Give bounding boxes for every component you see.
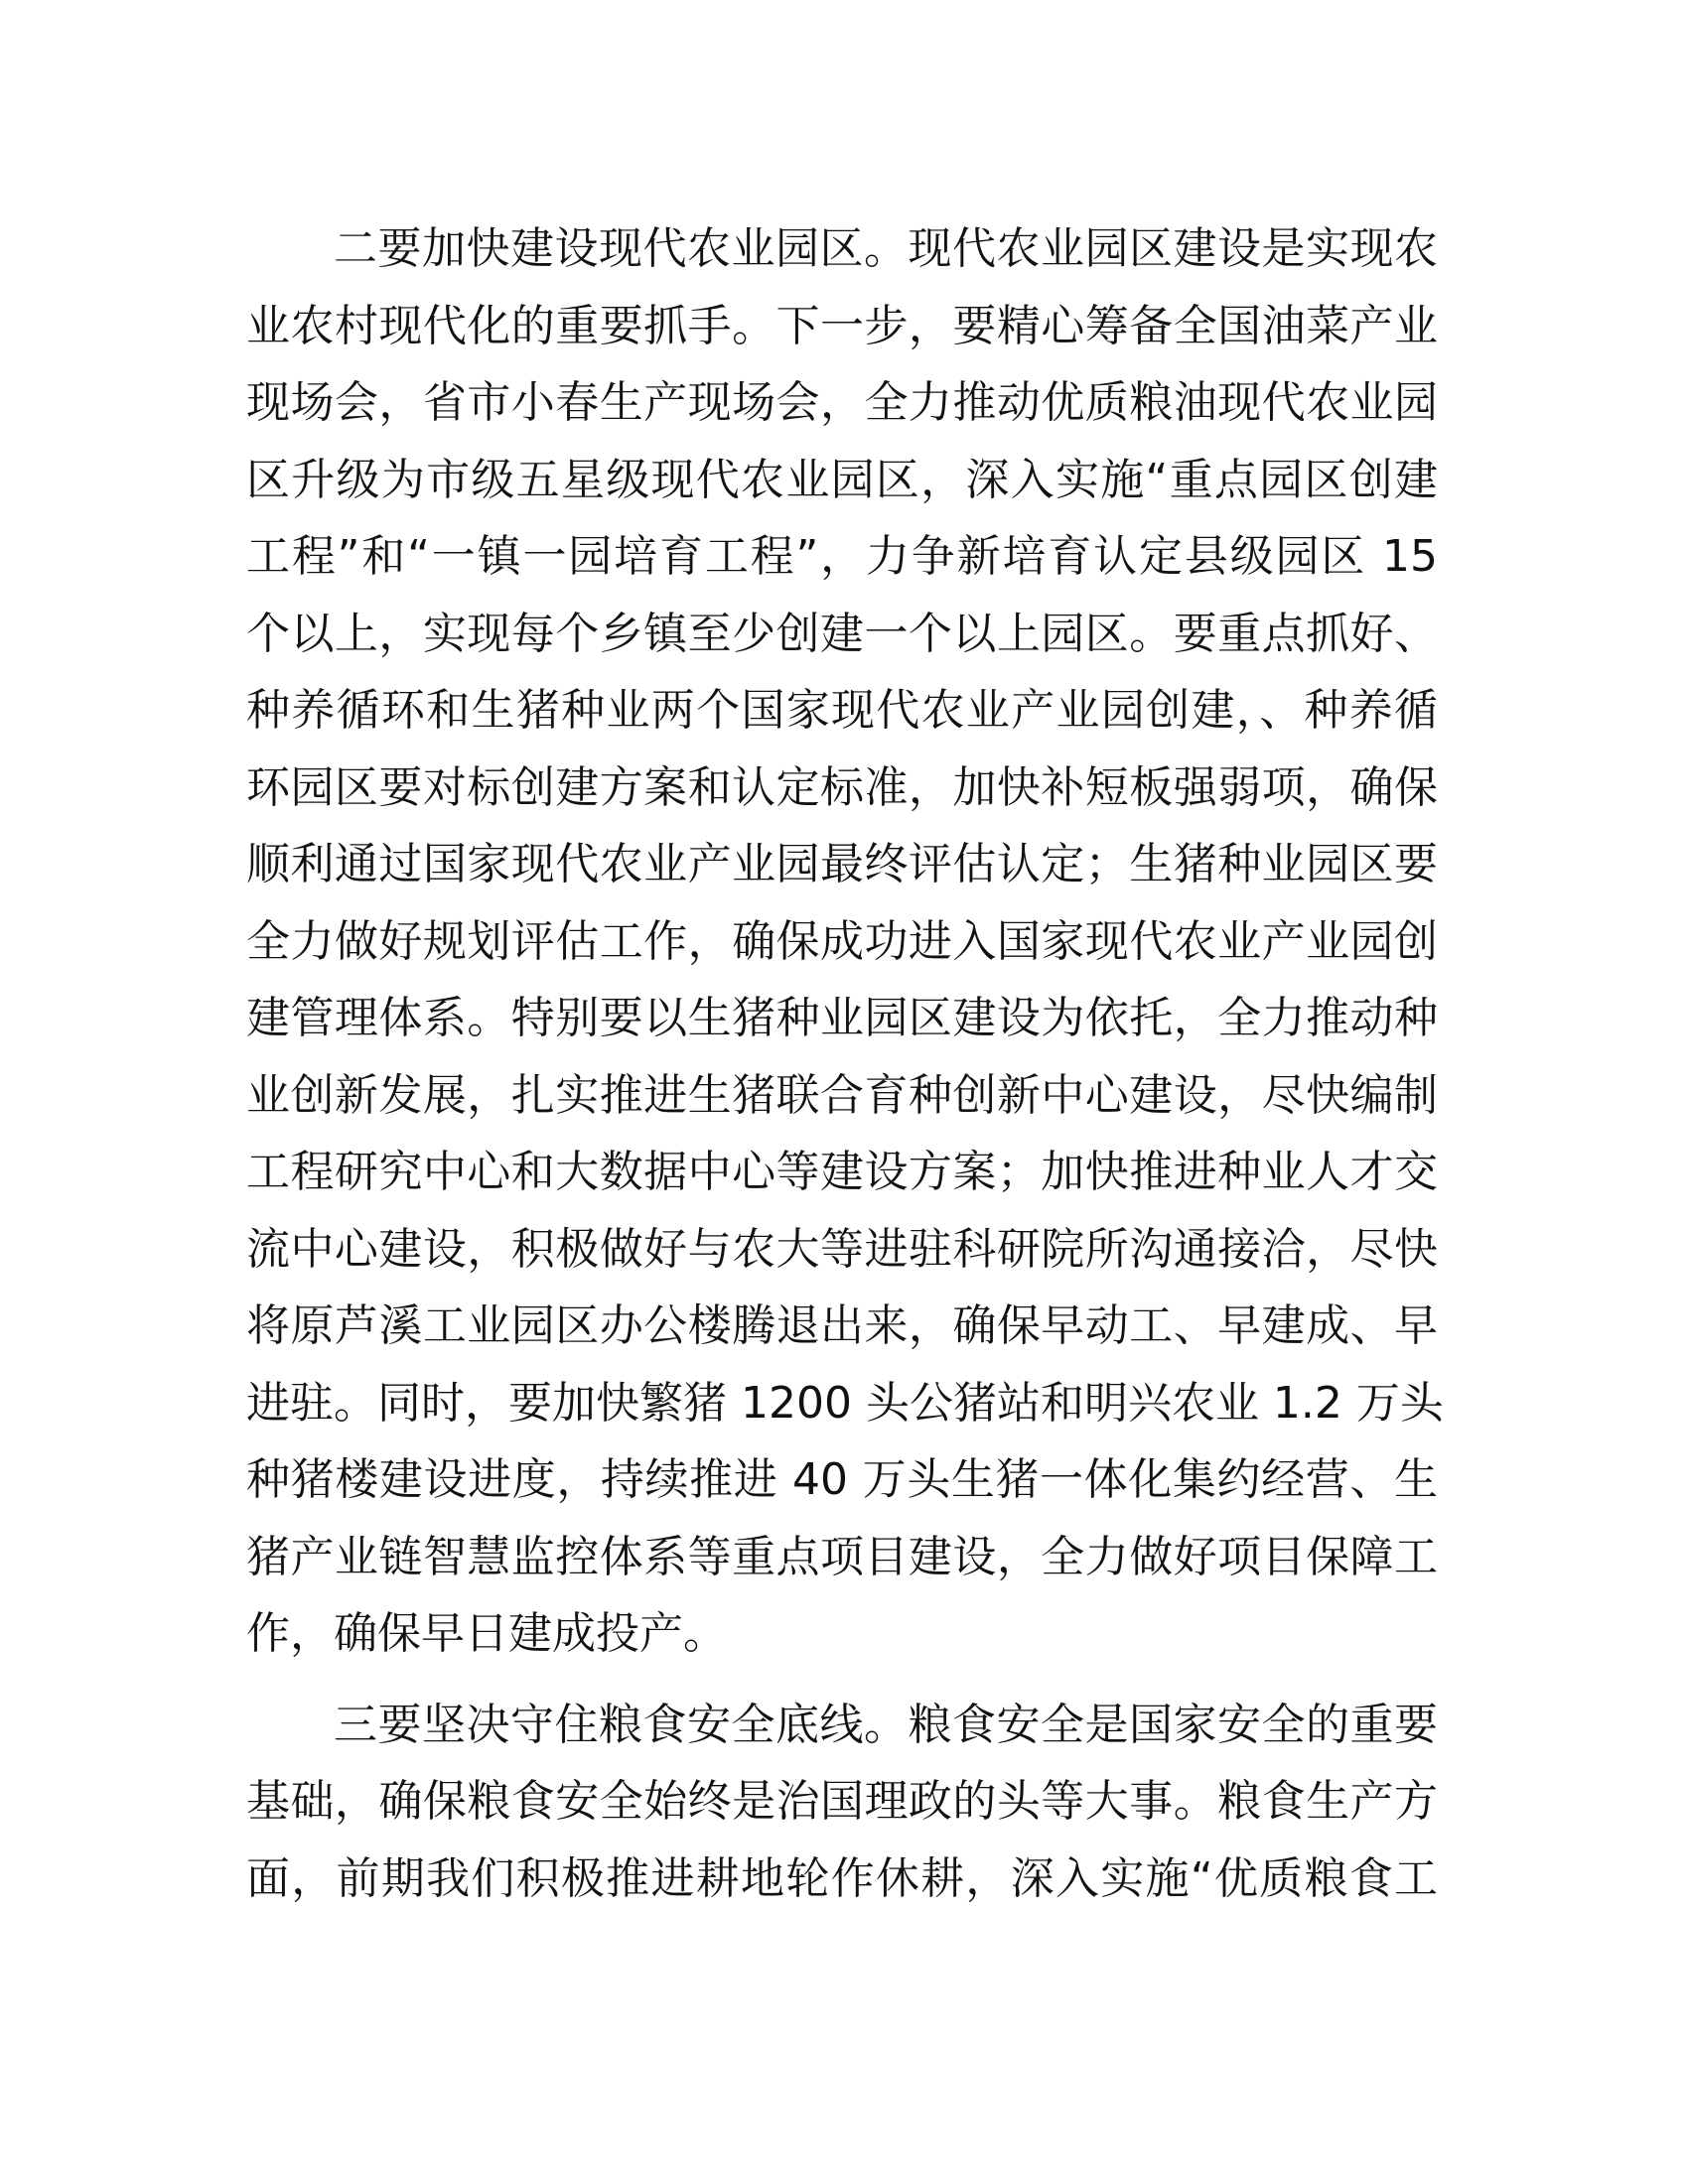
text-line: 工程研究中心和大数据中心等建设方案；加快推进种业人才交 xyxy=(246,1147,1438,1197)
text-line: 建管理体系。特别要以生猪种业园区建设为依托，全力推动种 xyxy=(246,993,1438,1043)
text-line: 区升级为市级五星级现代农业园区，深入实施“重点园区创建 xyxy=(246,454,1438,505)
text-line: 进驻。同时，要加快繁猪 1200 头公猪站和明兴农业 1.2 万头 xyxy=(246,1377,1444,1429)
text-line: 面，前期我们积极推进耕地轮作休耕，深入实施“优质粮食工 xyxy=(246,1852,1438,1904)
text-line: 基础，确保粮食安全始终是治国理政的头等大事。粮食生产方 xyxy=(246,1776,1438,1827)
text-line: 作，确保早日建成投产。 xyxy=(246,1608,727,1659)
text-line: 个以上，实现每个乡镇至少创建一个以上园区。要重点抓好、 xyxy=(246,608,1438,659)
text-line: 三要坚决守住粮食安全底线。粮食安全是国家安全的重要 xyxy=(334,1699,1438,1750)
text-line: 现场会，省市小春生产现场会，全力推动优质粮油现代农业园 xyxy=(246,377,1438,428)
text-line: 猪产业链智慧监控体系等重点项目建设，全力做好项目保障工 xyxy=(246,1531,1438,1582)
text-line: 种养循环和生猪种业两个国家现代农业产业园创建，、种养循 xyxy=(246,685,1438,736)
text-line: 将原芦溪工业园区办公楼腾退出来，确保早动工、早建成、早 xyxy=(246,1300,1438,1351)
document-body xyxy=(246,210,1444,1917)
text-line: 业农村现代化的重要抓手。下一步，要精心筹备全国油菜产业 xyxy=(246,300,1438,351)
text-line: 二要加快建设现代农业园区。现代农业园区建设是实现农 xyxy=(334,223,1438,274)
text-line: 种猪楼建设进度，持续推进 40 万头生猪一体化集约经营、生 xyxy=(246,1454,1438,1505)
text-line: 全力做好规划评估工作，确保成功进入国家现代农业产业园创 xyxy=(246,915,1438,967)
text-line: 顺利通过国家现代农业产业园最终评估认定；生猪种业园区要 xyxy=(246,839,1438,889)
paragraph-spacer xyxy=(246,1673,1438,1687)
text-line: 流中心建设，积极做好与农大等进驻科研院所沟通接洽，尽快 xyxy=(246,1223,1438,1275)
text-line: 环园区要对标创建方案和认定标准，加快补短板强弱项，确保 xyxy=(246,761,1438,813)
text-line: 业创新发展，扎实推进生猪联合育种创新中心建设，尽快编制 xyxy=(246,1069,1438,1121)
paragraph-modern-agricultural-parks xyxy=(246,210,1444,1673)
text-line: 工程”和“一镇一园培育工程”，力争新培育认定县级园区 15 xyxy=(246,531,1438,582)
paragraph-food-security xyxy=(246,1687,1438,1918)
